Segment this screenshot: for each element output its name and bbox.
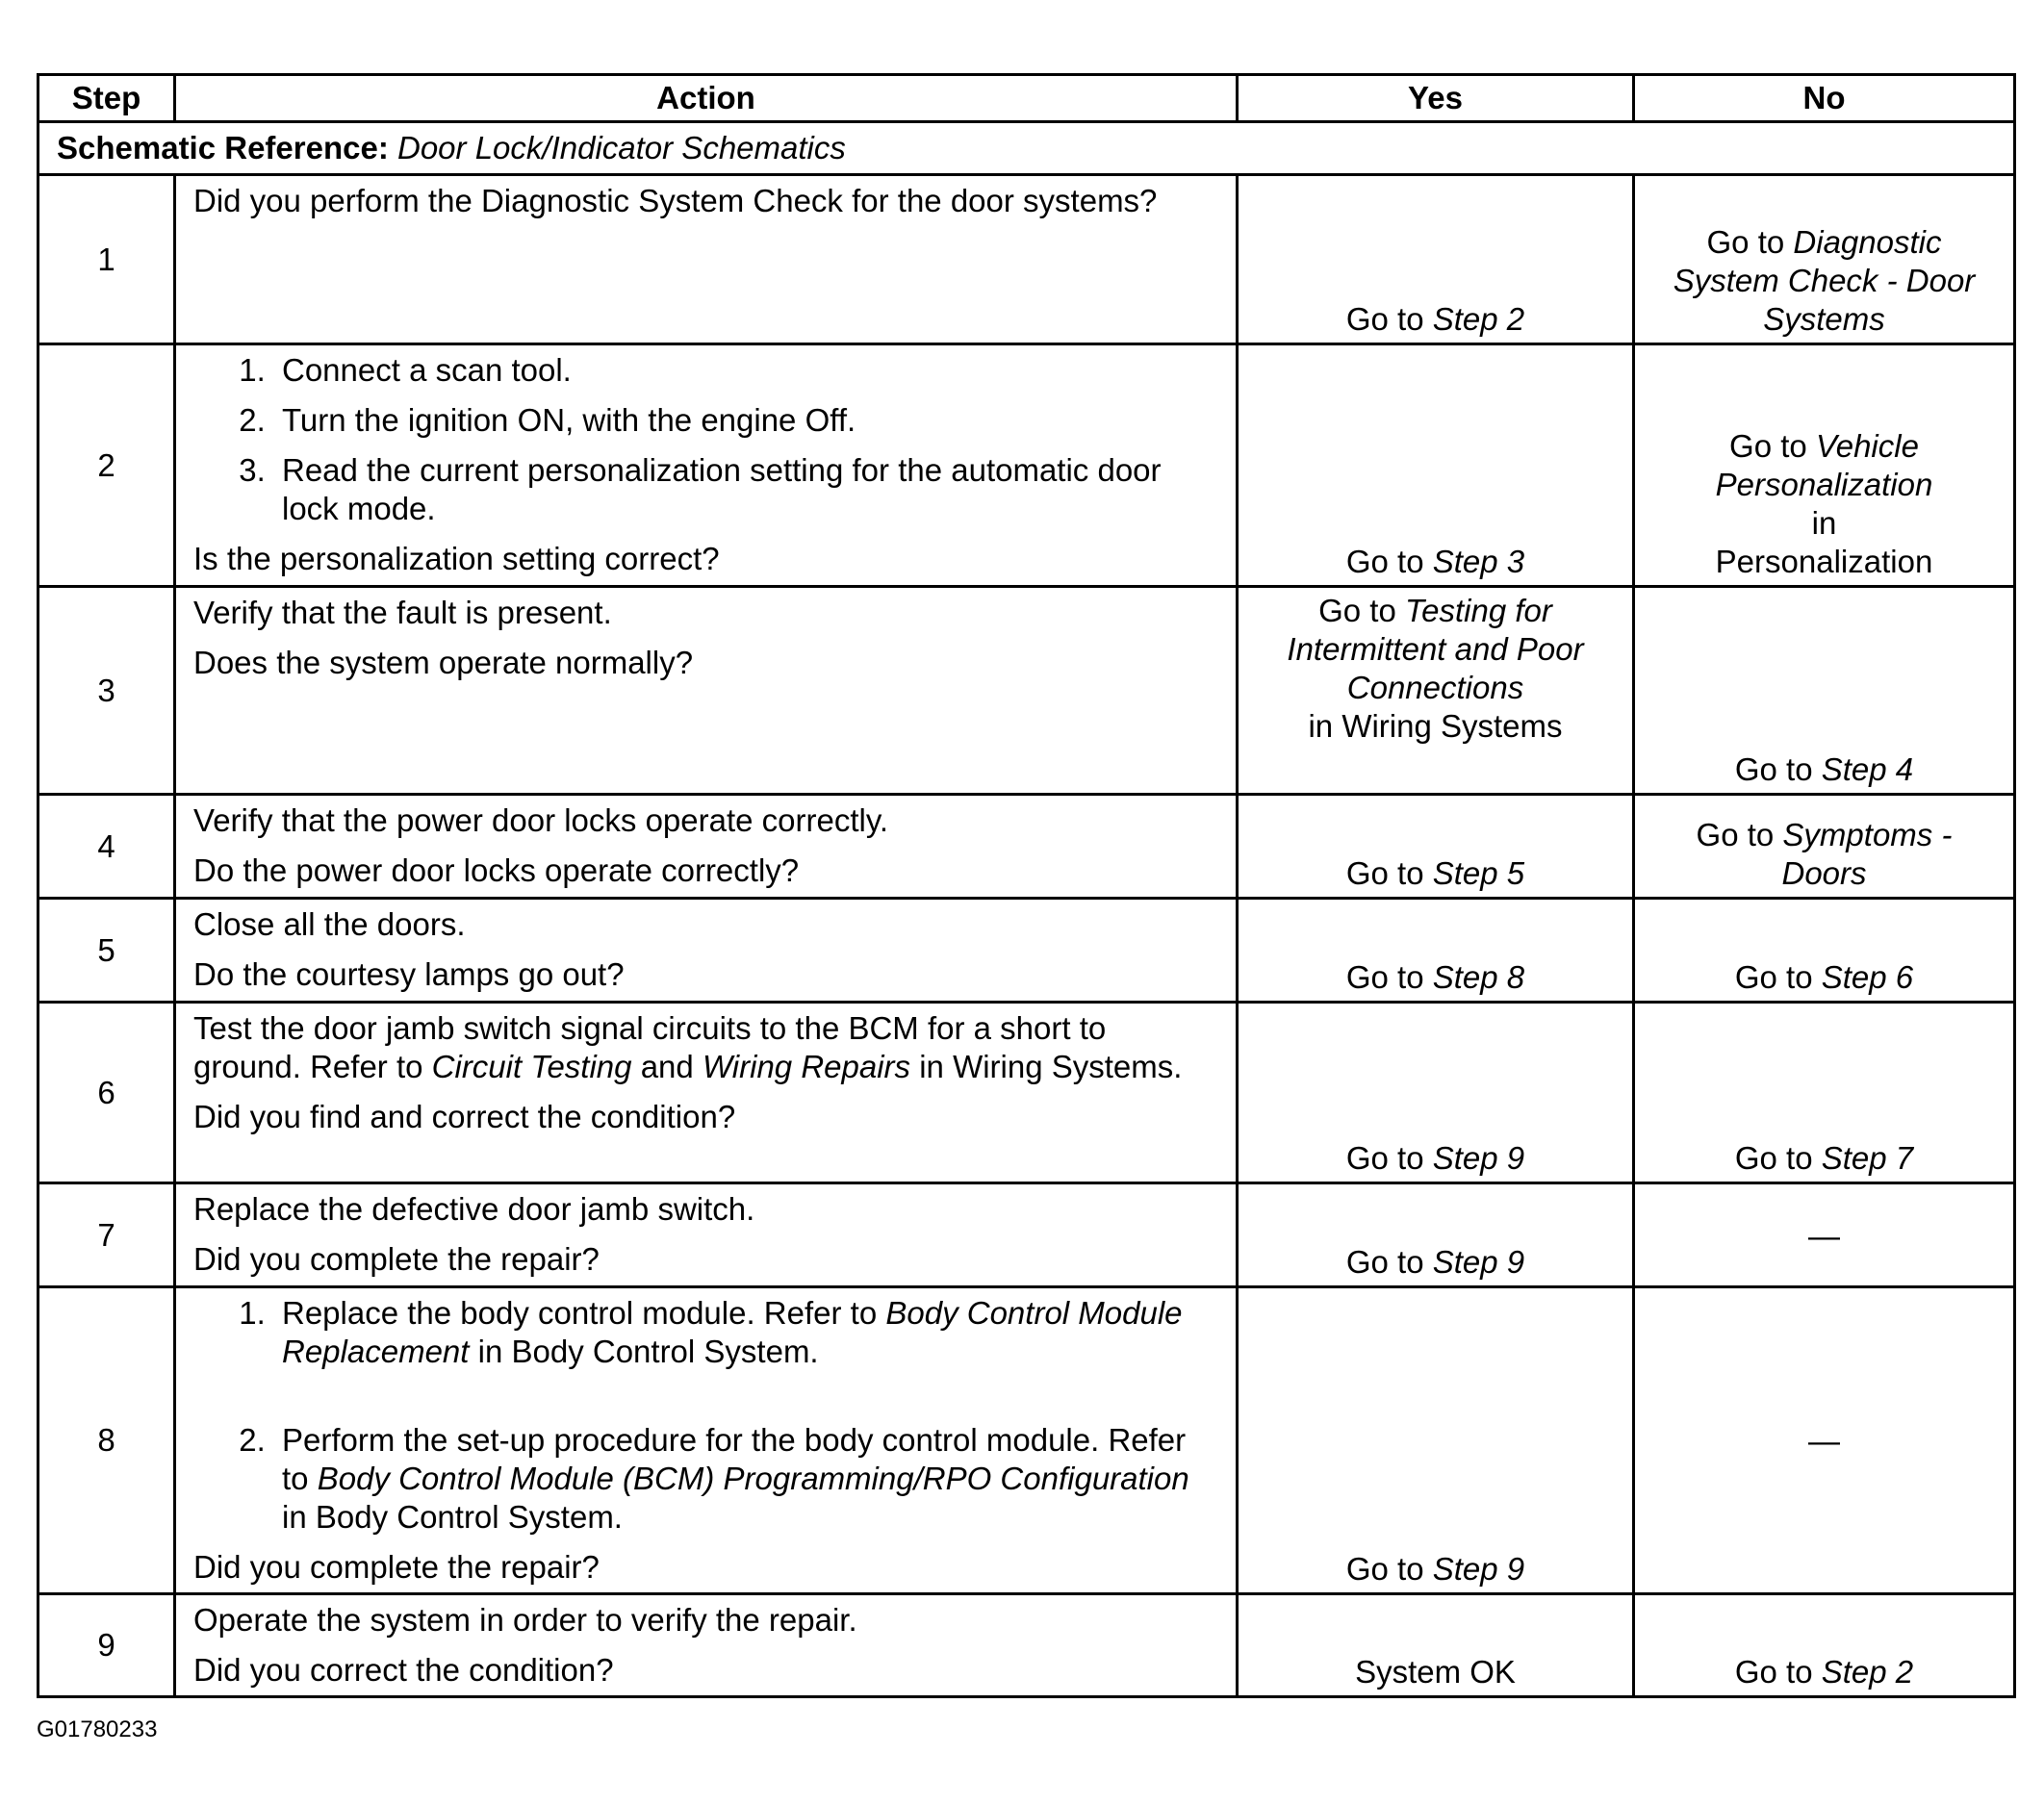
action-text: Verify that the fault is present. (193, 595, 612, 630)
table-row (38, 795, 2015, 899)
yes-cell (1238, 1003, 1634, 1183)
action-cell (175, 175, 1238, 344)
no-link[interactable]: Step 7 (1821, 1140, 1914, 1176)
no-cell (1634, 1594, 2015, 1697)
action-link-bcm-programming[interactable]: Body Control Module (BCM) Programming/RPO Configuration (317, 1461, 1189, 1496)
no-link[interactable]: Diagnostic System Check - Door Systems (1673, 224, 1976, 337)
yes-cell (1238, 1287, 1634, 1594)
yes-cell (1238, 175, 1634, 344)
header-yes: Yes (1238, 75, 1634, 122)
list-text: Perform the set-up procedure for the body control module. Refer to (282, 1422, 1187, 1496)
yes-text: Go to (1345, 1551, 1433, 1587)
step-number: 6 (38, 1003, 175, 1183)
yes-text: Go to (1345, 1140, 1433, 1176)
no-cell (1634, 899, 2015, 1003)
yes-link[interactable]: Step 9 (1432, 1551, 1525, 1587)
step-number: 8 (38, 1287, 175, 1594)
step-number: 3 (38, 587, 175, 795)
action-list (193, 351, 1218, 528)
step-number: 5 (38, 899, 175, 1003)
no-link[interactable]: Step 6 (1821, 959, 1914, 995)
step-number: 7 (38, 1183, 175, 1287)
yes-cell (1238, 795, 1634, 899)
action-list-item (274, 1421, 1218, 1537)
action-link-circuit-testing[interactable]: Circuit Testing (431, 1049, 632, 1084)
no-dash: — (1808, 1423, 1840, 1459)
table-row (38, 1003, 2015, 1183)
no-cell (1634, 1003, 2015, 1183)
action-cell (175, 1594, 1238, 1697)
action-cell (175, 899, 1238, 1003)
no-text: Go to (1706, 224, 1794, 260)
list-text: in Body Control System. (282, 1499, 623, 1535)
yes-link[interactable]: Step 3 (1432, 544, 1525, 579)
yes-cell (1238, 344, 1634, 587)
yes-cell: System OK (1238, 1594, 1634, 1697)
action-list (193, 1294, 1218, 1537)
no-text: Go to (1734, 751, 1822, 787)
action-text-part: and (631, 1049, 703, 1084)
no-cell (1634, 587, 2015, 795)
action-text: Operate the system in order to verify the repair. (193, 1602, 857, 1638)
action-text-part: in Wiring Systems. (910, 1049, 1183, 1084)
action-question: Did you correct the condition? (193, 1652, 614, 1688)
yes-cell (1238, 899, 1634, 1003)
action-question: Did you complete the repair? (193, 1549, 600, 1585)
action-cell (175, 587, 1238, 795)
yes-link[interactable]: Step 8 (1432, 959, 1525, 995)
schematic-reference (38, 122, 2015, 175)
no-text-manual: Personalization (1715, 544, 1933, 579)
yes-link[interactable]: Step 9 (1432, 1140, 1525, 1176)
action-text: Verify that the power door locks operate correctly. (193, 802, 889, 838)
yes-link[interactable]: Step 9 (1432, 1244, 1525, 1280)
yes-text: Go to (1345, 855, 1433, 891)
table-header-row (38, 75, 2015, 122)
table-row (38, 587, 2015, 795)
schematic-reference-link[interactable]: Door Lock/Indicator Schematics (397, 130, 846, 165)
action-text: Replace the defective door jamb switch. (193, 1191, 755, 1227)
action-list-item: 3. Read the current personalization setting for the automatic door lock mode. (274, 451, 1218, 528)
step-number: 9 (38, 1594, 175, 1697)
no-cell (1634, 175, 2015, 344)
no-link[interactable]: Vehicle Personalization (1715, 428, 1933, 502)
schematic-reference-label: Schematic Reference: (57, 130, 389, 165)
yes-text: Go to (1345, 544, 1433, 579)
action-link-wiring-repairs[interactable]: Wiring Repairs (702, 1049, 911, 1084)
no-dash: — (1808, 1217, 1840, 1254)
yes-text: Go to (1345, 301, 1433, 337)
action-cell (175, 1003, 1238, 1183)
schematic-reference-row (38, 122, 2015, 175)
diagnostic-table (37, 73, 2016, 1698)
action-question: Do the power door locks operate correctly? (193, 852, 800, 888)
action-list-item (274, 1294, 1218, 1371)
step-number: 1 (38, 175, 175, 344)
action-list-item: 1. Connect a scan tool. (274, 351, 1218, 390)
action-cell (175, 1287, 1238, 1594)
table-row (38, 1594, 2015, 1697)
table-row (38, 1183, 2015, 1287)
no-text: Go to (1729, 428, 1816, 464)
yes-link[interactable]: Testing for Intermittent and Poor Connections (1287, 593, 1584, 705)
step-number: 2 (38, 344, 175, 587)
list-text: Replace the body control module. Refer to (282, 1295, 886, 1331)
no-cell (1634, 1287, 2015, 1594)
action-link-bcm-replacement[interactable]: Body Control Module Replacement (282, 1295, 1183, 1369)
no-text: Go to (1734, 959, 1822, 995)
no-link[interactable]: Step 2 (1821, 1654, 1914, 1690)
no-link[interactable]: Symptoms - Doors (1781, 817, 1953, 891)
yes-link[interactable]: Step 2 (1432, 301, 1525, 337)
figure-id: G01780233 (37, 1716, 158, 1742)
table-row (38, 344, 2015, 587)
action-text-part: Test the door jamb switch signal circuits to the BCM for a short to ground. Refer to (193, 1010, 1107, 1084)
yes-link[interactable]: Step 5 (1432, 855, 1525, 891)
no-text: Go to (1696, 817, 1783, 852)
action-question: Is the personalization setting correct? (193, 541, 720, 576)
yes-text-manual: in Wiring Systems (1308, 708, 1563, 744)
header-step: Step (38, 75, 175, 122)
no-cell (1634, 1183, 2015, 1287)
yes-text: Go to (1345, 959, 1433, 995)
table-row (38, 1287, 2015, 1594)
list-text: in Body Control System. (469, 1334, 819, 1369)
action-question: Does the system operate normally? (193, 645, 694, 680)
no-text: Go to (1734, 1140, 1822, 1176)
no-text-in: in (1811, 505, 1837, 541)
yes-cell (1238, 587, 1634, 795)
no-text: Go to (1734, 1654, 1822, 1690)
no-link[interactable]: Step 4 (1821, 751, 1914, 787)
action-question: Did you complete the repair? (193, 1241, 600, 1277)
action-question: Did you find and correct the condition? (193, 1099, 736, 1134)
table-row (38, 899, 2015, 1003)
no-cell (1634, 344, 2015, 587)
action-text: Did you perform the Diagnostic System Check for the door systems? (193, 183, 1158, 218)
action-question: Do the courtesy lamps go out? (193, 956, 625, 992)
header-action: Action (175, 75, 1238, 122)
table-row (38, 175, 2015, 344)
yes-text: Go to (1318, 593, 1405, 628)
action-cell (175, 1183, 1238, 1287)
step-number: 4 (38, 795, 175, 899)
action-list-item: 2. Turn the ignition ON, with the engine Off. (274, 401, 1218, 440)
action-text: Close all the doors. (193, 906, 466, 942)
action-cell (175, 795, 1238, 899)
yes-cell (1238, 1183, 1634, 1287)
action-cell (175, 344, 1238, 587)
header-no: No (1634, 75, 2015, 122)
no-cell (1634, 795, 2015, 899)
action-text (193, 1009, 1218, 1086)
yes-text: Go to (1345, 1244, 1433, 1280)
